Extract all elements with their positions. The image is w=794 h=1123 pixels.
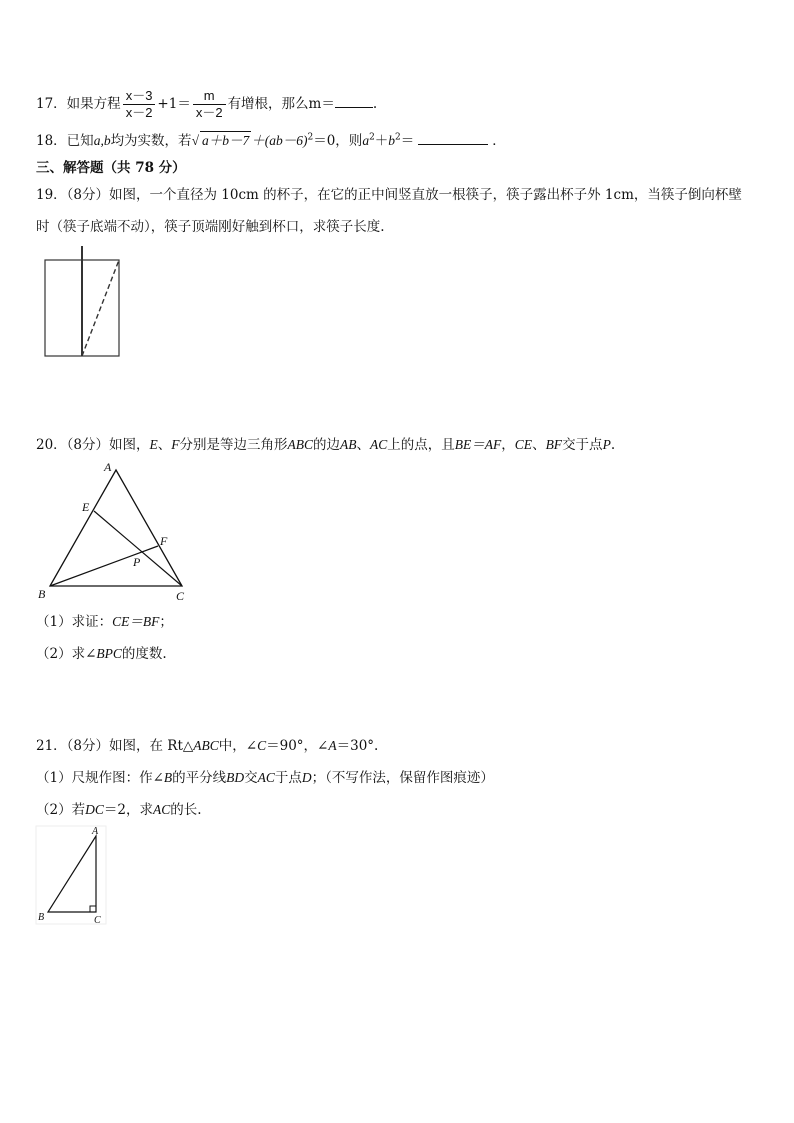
question-21-part-1: （1）尺规作图：作∠B的平分线BD交AC于点D；（不写作法，保留作图痕迹） — [36, 770, 494, 786]
question-20-part-2: （2）求∠BPC的度数. — [36, 646, 167, 662]
question-21: 21．（8分）如图，在 Rt△ABC中，∠C＝90°，∠A＝30°. — [36, 738, 379, 754]
label-b: B — [38, 587, 46, 601]
figure-20-triangle — [36, 460, 196, 605]
label-c: C — [176, 589, 185, 603]
figure-21-right-triangle — [36, 826, 116, 926]
question-19-line-1: 19．（8分）如图，一个直径为 10cm 的杯子，在它的正中间竖直放一根筷子，筷子露出杯子外 1cm，当筷子倒向杯壁 — [36, 187, 742, 203]
right-angle-mark — [90, 906, 96, 912]
figure-19-cup — [40, 246, 130, 356]
label-a: A — [104, 460, 112, 474]
answer-blank-18[interactable] — [418, 132, 488, 145]
label-e: E — [82, 500, 90, 514]
question-18: 18．已知a,b均为实数，若√ $a+b-7 +(ab-6)^2=0$，则$a^2+b^2=$ ． — [36, 132, 506, 149]
chopstick-tilted-dashed — [82, 260, 119, 356]
label-p: P — [133, 555, 141, 569]
question-21-part-2: （2）若DC＝2，求AC的长. — [36, 802, 202, 818]
segment-ce — [94, 511, 182, 586]
question-17: 17．如果方程 $\frac{x-3}{x-2}$ +1＝ $\frac{m}{x-2}$ 有增根，那么m＝ . — [36, 88, 378, 120]
label-f: F — [160, 534, 168, 548]
question-19-line-2: 时（筷子底端不动），筷子顶端刚好触到杯口，求筷子长度. — [36, 219, 385, 235]
question-20-part-1: （1）求证：CE＝BF； — [36, 614, 173, 630]
square-root: a＋b－7 — [201, 133, 250, 148]
fraction-2: $\frac{m}{x-2}$ — [193, 88, 226, 121]
triangle-abc — [48, 836, 96, 912]
fraction-1: $\frac{x-3}{x-2}$ — [123, 88, 156, 121]
label-b: B — [38, 912, 45, 923]
label-c: C — [94, 915, 101, 926]
label-a: A — [92, 826, 99, 837]
answer-blank-17[interactable] — [335, 95, 373, 108]
question-20: 20．（8分）如图，E、F分别是等边三角形ABC的边AB、AC上的点，且BE＝AF，CE、BF交于点P. — [36, 437, 616, 453]
segment-bf — [50, 546, 158, 586]
section-title: 三、解答题（共 78 分） — [36, 160, 186, 176]
